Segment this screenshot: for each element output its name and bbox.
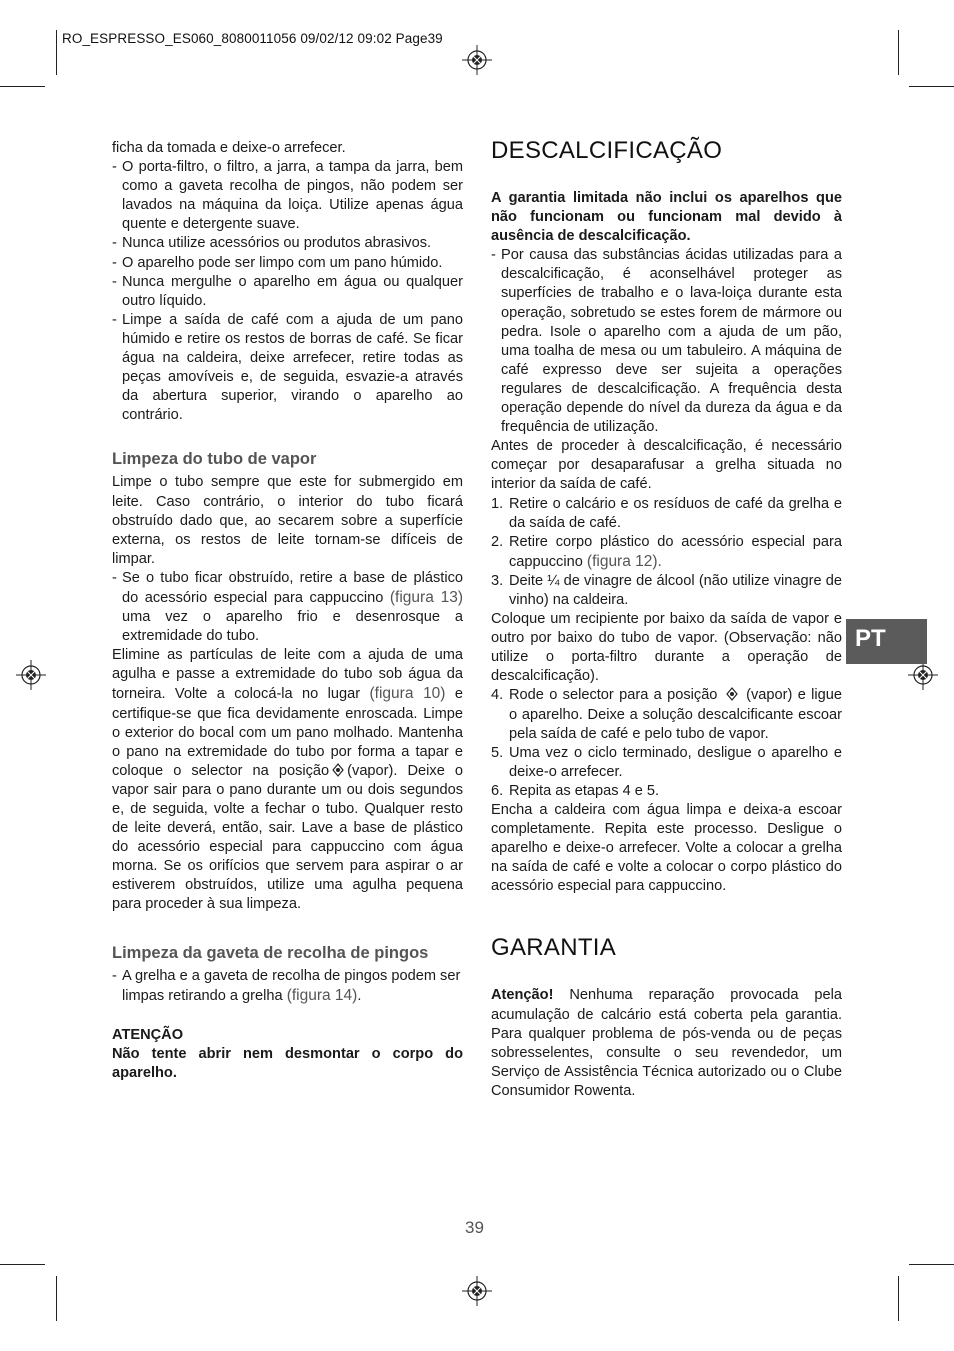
warranty-title: GARANTIA: [491, 934, 617, 962]
right-column: [491, 137, 842, 1101]
descaling-paragraph: Antes de proceder à descalcificação, é necessário começar por desaparafusar a grelha situada no interior da saída de café.: [491, 438, 842, 493]
figure-reference: (figura 10): [369, 685, 446, 703]
crop-mark: [898, 1276, 899, 1321]
attention-text: Não tente abrir nem desmontar o corpo do aparelho.: [112, 1045, 463, 1081]
list-item: - Se o tubo ficar obstruído, retire a base de plástico do acessório especial para cappuccino (figura 13) uma vez o aparelho frio e desenrosque a extremidade do tubo.: [112, 569, 463, 645]
left-column: [112, 139, 463, 1083]
crop-mark: [0, 1264, 45, 1265]
registration-mark-icon: [16, 660, 46, 690]
page-number: 39: [465, 1218, 484, 1237]
list-item: - Limpe a saída de café com a ajuda de um pano húmido e retire os restos de borras de café. Se ficar água na caldeira, deixe arrefecer, retire todas as peças amovíveis e, de seguida, esvazie-a através da abertura superior, virando o aparelho ao contrário.: [112, 311, 463, 424]
steam-symbol-icon: [725, 687, 739, 701]
descaling-paragraph: Coloque um recipiente por baixo da saída de vapor e outro por baixo do tubo de vapor. (Observação: não utilize o porta-filtro durante a operação de descalcificação).: [491, 611, 842, 685]
descaling-title: DESCALCIFICAÇÃO: [491, 137, 723, 164]
language-tab: PT: [846, 619, 927, 664]
step-item: 1. Retire o calcário e os resíduos de café da grelha e da saída de café.: [491, 495, 842, 531]
steam-paragraph: Elimine as partículas de leite com a ajuda de uma agulha e passe a extremidade do tubo sob água da torneira. Volte a colocá-la no lugar (figura 10) e certifique-se que fica devidamente enroscada. Limpe o exterior do bocal com um pano molhado. Mantenha o pano na extremidade do tubo por forma a tapar e coloque o selector na posição (vapor). Deixe o vapor sair para o pano durante um ou dois segundos e, de seguida, volte a fechar o tubo. Qualquer resto de leite deverá, então, sair. Lave a base de plástico do acessório especial para cappuccino com água morna. Se os orifícios que servem para aspirar o ar estiverem obstruídos, utilize uma agulha pequena para proceder à sua limpeza.: [112, 647, 463, 913]
steam-symbol-icon: [331, 763, 345, 777]
registration-mark-icon: [908, 660, 938, 690]
list-item: - Nunca utilize acessórios ou produtos abrasivos.: [112, 235, 432, 252]
steam-tube-heading: Limpeza do tubo de vapor: [112, 450, 317, 469]
step-item: 6. Repita as etapas 4 e 5.: [491, 782, 660, 799]
crop-mark: [898, 30, 899, 75]
intro-text: ficha da tomada e deixe-o arrefecer.: [112, 140, 346, 156]
descaling-warranty-note: A garantia limitada não inclui os aparelhos que não funcionam ou funcionam mal devido à ausência de descalcificação.: [491, 190, 842, 245]
list-item: - Nunca mergulhe o aparelho em água ou qualquer outro líquido.: [112, 273, 463, 309]
list-item: - Por causa das substâncias ácidas utilizadas para a descalcificação, é aconselhável proteger as superfícies de trabalho e o lava-loiça durante esta operação, sobretudo se estes forem de mármore ou pedra. Isole o aparelho com a ajuda de um pão, uma toalha de mesa ou um tabuleiro. A máquina de café expresso deve ser sujeita a operações regulares de descalcificação. A frequência desta operação depende do nível da dureza da água e da frequência de utilização.: [491, 247, 842, 436]
registration-mark-icon: [462, 45, 492, 75]
crop-mark: [909, 86, 954, 87]
drip-tray-heading: Limpeza da gaveta de recolha de pingos: [112, 943, 429, 962]
figure-reference: (figura 12).: [586, 552, 662, 570]
crop-mark: [56, 30, 57, 75]
figure-reference: (figura 13): [389, 588, 463, 606]
steam-paragraph: Limpe o tubo sempre que este for submergido em leite. Caso contrário, o interior do tubo ficará obstruído dado que, ao secarem sobre a superfície externa, os restos de leite tornam-se difíceis de limpar.: [112, 474, 463, 567]
crop-mark: [0, 86, 45, 87]
registration-mark-icon: [462, 1276, 492, 1306]
list-item: - O porta-filtro, o filtro, a jarra, a tampa da jarra, bem como a gaveta recolha de pingos, não podem ser lavados na máquina da loiça. Utilize apenas água quente e detergente suave.: [112, 159, 463, 233]
step-item: 5. Uma vez o ciclo terminado, desligue o aparelho e deixe-o arrefecer.: [491, 744, 842, 780]
descaling-paragraph: Encha a caldeira com água limpa e deixa-a escoar completamente. Repita este processo. Desligue o aparelho e deixe-o arrefecer. Volte a colocar a grelha na saída de café e volte a colocar o corpo plástico do acessório especial para cappuccino.: [491, 802, 842, 895]
list-item: - O aparelho pode ser limpo com um pano húmido.: [112, 254, 443, 271]
step-item: 4. Rode o selector para a posição (vapor) e ligue o aparelho. Deixe a solução descalcificante escoar pela saída de café e pelo tubo de vapor.: [491, 687, 842, 742]
figure-reference: (figura 14): [286, 986, 358, 1004]
step-item: 3. Deite ¼ de vinagre de álcool (não utilize vinagre de vinho) na caldeira.: [491, 572, 842, 608]
step-item: 2. Retire corpo plástico do acessório especial para cappuccino (figura 12).: [491, 533, 842, 570]
crop-mark: [56, 1276, 57, 1321]
list-item: - A grelha e a gaveta de recolha de pingos podem ser limpas retirando a grelha (figura 14).: [112, 967, 461, 1004]
warranty-text: Atenção! Nenhuma reparação provocada pela acumulação de calcário está coberta pela garantia. Para qualquer problema de pós-venda ou de peças sobresselentes, consulte o seu revendedor, um Serviço de Assistência Técnica autorizado ou o Clube Consumidor Rowenta.: [491, 987, 842, 1099]
attention-heading: ATENÇÃO: [112, 1026, 184, 1043]
crop-mark: [909, 1264, 954, 1265]
print-slug: RO_ESPRESSO_ES060_8080011056 09/02/12 09:02 Page39: [62, 31, 443, 46]
